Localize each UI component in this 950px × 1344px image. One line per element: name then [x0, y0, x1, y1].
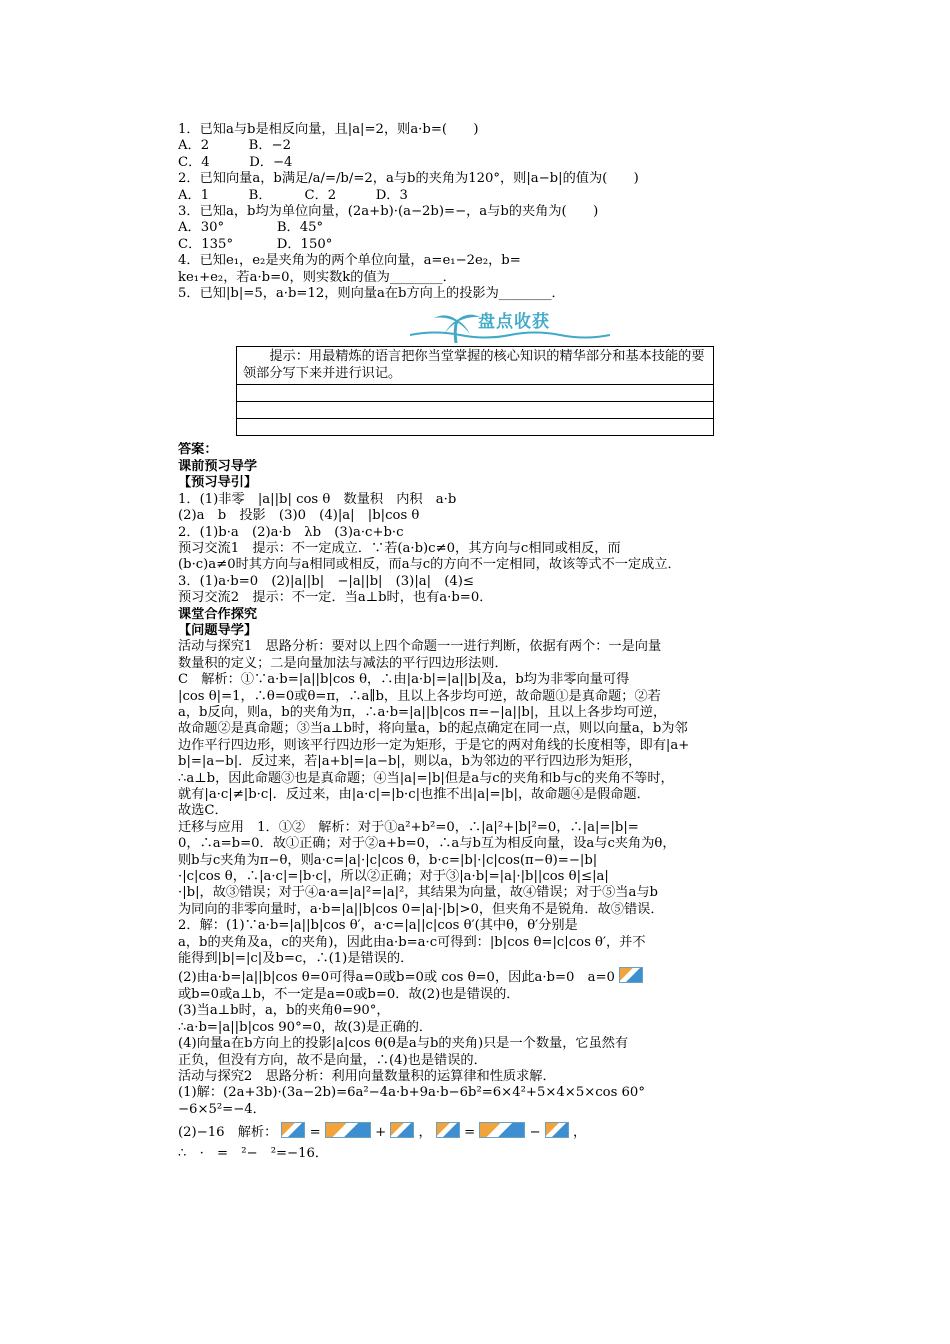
answer-line: 故命题②是真命题；③当a⊥b时，将向量a，b的起点确定在同一点，则以向量a，b为邻	[178, 721, 688, 737]
palm-tree-icon	[430, 310, 482, 344]
exercise-line: 1．已知a与b是相反向量，且|a|=2，则a·b=( )	[178, 122, 479, 137]
answer-line: 活动与探究2 思路分析：利用向量数量积的运算律和性质求解．	[178, 1068, 556, 1084]
answer-text: ∴ · = ²− ²=−16．	[178, 1145, 329, 1161]
answer-line: ∴a·b=|a||b|cos 90°=0，故(3)是正确的．	[178, 1019, 433, 1035]
answers-section	[178, 442, 818, 1161]
answer-line: 2．解：(1)∵a·b=|a||b|cos θ′，a·c=|a||c|cos θ′(其中θ，θ′分别是	[178, 918, 578, 934]
exercise-list	[178, 122, 818, 302]
exercise-line: 3．已知a，b均为单位向量，(2a+b)·(a−2b)=−，a与b的夹角为( )	[178, 204, 599, 220]
answer-line: (4)向量a在b方向上的投影|a|cos θ(θ是a与b的夹角)只是一个数量，它虽然有	[178, 1036, 629, 1052]
answer-line: ·|b|，故③错误；对于④a·a=|a|²=|a|²，其结果为向量，故④错误；对于⑤当a与b	[178, 885, 658, 901]
answer-line: 迁移与应用 1．①② 解析：对于①a²+b²=0，∴|a|²+|b|²=0，∴|a|=|b|=	[178, 819, 639, 835]
summary-banner	[178, 310, 818, 344]
formula-image-icon	[436, 1122, 460, 1138]
answer-text: (2)−16 解析：	[178, 1125, 278, 1141]
answer-line: −6×5²=−4．	[178, 1101, 266, 1117]
blank-line[interactable]	[237, 418, 713, 435]
answer-line: 3．(1)a·b=0 (2)|a||b| −|a||b| (3)|a| (4)≤	[178, 573, 474, 589]
answer-line: 预习交流1 提示：不一定成立．∵若(a·b)c≠0，其方向与c相同或相反，而	[178, 540, 621, 556]
formula-image-icon	[545, 1122, 569, 1138]
answer-line: a，b的夹角及a，c的夹角)，因此由a·b=a·c可得到：|b|cos θ=|c|cos θ′，并不	[178, 934, 646, 950]
answer-line: (2)−16 解析： = + ， = − ，	[178, 1122, 818, 1141]
broken-image-icon	[619, 967, 643, 983]
answer-line: 0，∴a=b=0．故①正确；对于②a+b=0，∴a与b互为相反向量，设a与c夹角为θ，	[178, 836, 676, 852]
answer-line	[178, 967, 818, 986]
exercise-line: 2．已知向量a，b满足/a/=/b/=2，a与b的夹角为120°，则|a−b|的值为( )	[178, 171, 639, 187]
exercise-line: ke₁+e₂，若a·b=0，则实数k的值为________．	[178, 269, 456, 285]
document-page	[178, 122, 818, 1162]
answer-line: 边作平行四边形，则该平行四边形一定为矩形，于是它的两对角线的长度相等，即有|a+	[178, 737, 690, 753]
answer-line: ·|c|cos θ，∴|a·c|=|b·c|，所以②正确；对于③|a·b|=|a|·|b||cos θ|≤|a|	[178, 869, 609, 885]
answer-line	[178, 1146, 818, 1162]
subsection-heading: 【问题导学】	[178, 622, 258, 638]
answer-line: 为同向的非零向量时，a·b=|a||b|cos 0=|a|·|b|>0，但夹角不是锐角．故⑤错误．	[178, 901, 664, 917]
answer-line: 数量积的定义；二是向量加法与减法的平行四边形法则．	[178, 655, 508, 671]
answer-line: 故选C．	[178, 803, 228, 819]
formula-image-icon	[390, 1122, 414, 1138]
answer-line: (3)当a⊥b时，a，b的夹角θ=90°，	[178, 1003, 390, 1019]
answer-line: (b·c)a≠0时其方向与a相同或相反，而a与c的方向不一定相同，故该等式不一定成立．	[178, 557, 681, 573]
answer-line: 预习交流2 提示：不一定．当a⊥b时，也有a·b=0．	[178, 590, 493, 606]
answer-line: |cos θ|=1，∴θ=0或θ=π，∴a∥b，且以上各步均可逆，故命题①是真命题；②若	[178, 688, 661, 704]
summary-tip: 提示：用最精炼的语言把你当堂掌握的核心知识的精华部分和基本技能的要领部分写下来并进行识记。	[243, 349, 705, 381]
exercise-line: A．2 B．−2	[178, 138, 291, 154]
summary-box	[236, 346, 714, 436]
exercise-line: C．4 D．−4	[178, 154, 293, 170]
section-heading: 课堂合作探究	[178, 606, 258, 622]
formula-image-icon	[325, 1122, 371, 1138]
answer-line: 就有|a·c|≠|b·c|．反过来，由|a·c|=|b·c|也推不出|a|=|b|，故命题④是假命题．	[178, 787, 650, 802]
answer-line: (2)a b 投影 (3)0 (4)|a| |b|cos θ	[178, 508, 420, 524]
answer-line: 则b与c夹角为π−θ，则a·c=|a|·|c|cos θ，b·c=|b|·|c|cos(π−θ)=−|b|	[178, 852, 598, 868]
answers-heading: 答案：	[178, 442, 218, 458]
formula-image-icon	[479, 1122, 525, 1138]
answer-line: 1．(1)非零 |a||b| cos θ 数量积 内积 a·b	[178, 491, 457, 507]
answer-line: 正负，但没有方向，故不是向量，∴(4)也是错误的．	[178, 1052, 487, 1068]
answer-line: b|=|a−b|．反过来，若|a+b|=|a−b|，则以a，b为邻边的平行四边形为矩形，	[178, 754, 642, 770]
answer-line: ∴a⊥b，因此命题③也是真命题；④当|a|=|b|但是a与c的夹角和b与c的夹角不等时，	[178, 770, 674, 786]
answer-line: 或b=0或a⊥b，不一定是a=0或b=0．故(2)也是错误的．	[178, 986, 520, 1002]
exercise-line: A．1 B． C．2 D．3	[178, 187, 408, 203]
banner-title: 盘点收获	[478, 312, 550, 333]
exercise-line: 4．已知e₁，e₂是夹角为的两个单位向量，a=e₁−2e₂，b=	[178, 253, 521, 269]
answer-line: C 解析：①∵a·b=|a||b|cos θ，∴由|a·b|=|a||b|及a，b均为非零向量可得	[178, 672, 630, 688]
answer-line: a，b反向，则a，b的夹角为π，∴a·b=|a||b|cos π=−|a||b|，且以上各步均可逆，	[178, 704, 667, 720]
answer-text: (2)由a·b=|a||b|cos θ=0可得a=0或b=0或 cos θ=0，因此a·b=0 a=0	[178, 970, 615, 986]
answer-line: 能得到|b|=|c|及b=c，∴(1)是错误的．	[178, 951, 414, 967]
answer-line: 2．(1)b·a (2)a·b λb (3)a·c+b·c	[178, 524, 404, 540]
section-heading: 课前预习导学	[178, 458, 258, 474]
formula-image-icon	[281, 1122, 305, 1138]
subsection-heading: 【预习导引】	[178, 475, 258, 491]
blank-line[interactable]	[237, 401, 713, 418]
answer-line: (1)解：(2a+3b)·(3a−2b)=6a²−4a·b+9a·b−6b²=6×4²+5×4×5×cos 60°	[178, 1085, 645, 1101]
exercise-line: C．135° D．150°	[178, 236, 333, 252]
exercise-line: 5．已知|b|=5，a·b=12，则向量a在b方向上的投影为________．	[178, 286, 565, 302]
answer-line: 活动与探究1 思路分析：要对以上四个命题一一进行判断，依据有两个：一是向量	[178, 639, 662, 655]
exercise-line: A．30° B．45°	[178, 220, 324, 236]
blank-line[interactable]	[237, 384, 713, 401]
